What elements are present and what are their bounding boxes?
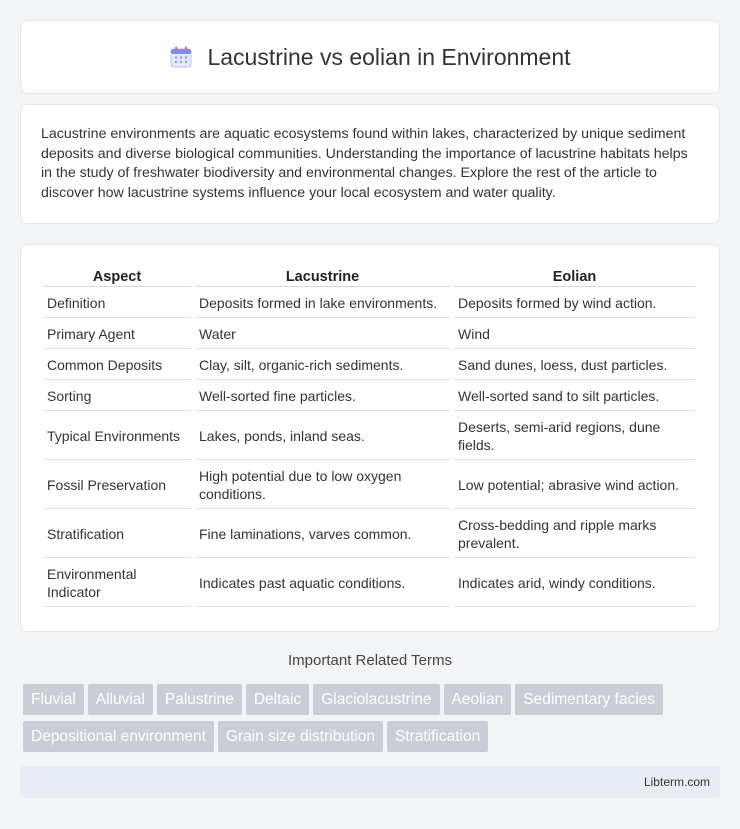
footer [20,766,720,798]
related-terms-title: Important Related Terms [288,652,452,669]
table-cell: Lakes, ponds, inland seas. [195,413,450,460]
tag-grain-size-distribution[interactable]: Grain size distribution [218,721,383,752]
tag-deltaic[interactable]: Deltaic [246,684,309,715]
table-header-row [43,267,695,287]
table-cell: Deposits formed in lake environments. [195,289,450,318]
table-cell: Cross-bedding and ripple marks prevalent. [454,511,695,558]
table-cell: Stratification [43,511,191,558]
table-row [43,289,695,318]
header-eolian: Eolian [454,267,695,287]
table-cell: Fine laminations, varves common. [195,511,450,558]
table-cell: Deserts, semi-arid regions, dune fields. [454,413,695,460]
footer-site-link[interactable]: Libterm.com [643,775,710,789]
table-cell: Sorting [43,382,191,411]
table-cell: Environmental Indicator [43,560,191,607]
header-aspect: Aspect [43,267,191,287]
comparison-table [39,265,699,609]
title-card [20,20,720,94]
header-lacustrine: Lacustrine [195,267,450,287]
table-cell: Well-sorted fine particles. [195,382,450,411]
tag-sedimentary-facies[interactable]: Sedimentary facies [515,684,663,715]
table-cell: Well-sorted sand to silt particles. [454,382,695,411]
table-cell: Indicates arid, windy conditions. [454,560,695,607]
table-cell: Wind [454,320,695,349]
intro-text: Lacustrine environments are aquatic ecosystems found within lakes, characterized by unique sediment deposits and diverse biological communities. Understanding the importance of lacustrine habitats helps in the study of freshwater biodiversity and environmental changes. Explore the rest of the article to discover how lacustrine systems influence your local ecosystem and water quality. [41,126,688,201]
table-cell: High potential due to low oxygen conditions. [195,462,450,509]
table-cell: Low potential; abrasive wind action. [454,462,695,509]
table-cell: Sand dunes, loess, dust particles. [454,351,695,380]
page-title: Lacustrine vs eolian in Environment [207,43,571,70]
tag-stratification[interactable]: Stratification [387,721,488,752]
tag-palustrine[interactable]: Palustrine [157,684,242,715]
tag-alluvial[interactable]: Alluvial [88,684,153,715]
table-row [43,382,695,411]
table-cell: Primary Agent [43,320,191,349]
table-row [43,511,695,558]
related-terms-list [23,684,723,758]
table-cell: Deposits formed by wind action. [454,289,695,318]
table-cell: Definition [43,289,191,318]
table-cell: Common Deposits [43,351,191,380]
table-cell: Clay, silt, organic-rich sediments. [195,351,450,380]
tag-depositional-environment[interactable]: Depositional environment [23,721,214,752]
table-cell: Typical Environments [43,413,191,460]
table-cell: Water [195,320,450,349]
table-row [43,351,695,380]
tag-glaciolacustrine[interactable]: Glaciolacustrine [313,684,439,715]
tag-fluvial[interactable]: Fluvial [23,684,84,715]
comparison-card [20,244,720,632]
tag-aeolian[interactable]: Aeolian [444,684,512,715]
table-cell: Fossil Preservation [43,462,191,509]
table-cell: Indicates past aquatic conditions. [195,560,450,607]
intro-card [20,104,720,224]
table-row [43,413,695,460]
table-row [43,320,695,349]
table-row [43,560,695,607]
calendar-icon [169,45,193,69]
table-row [43,462,695,509]
